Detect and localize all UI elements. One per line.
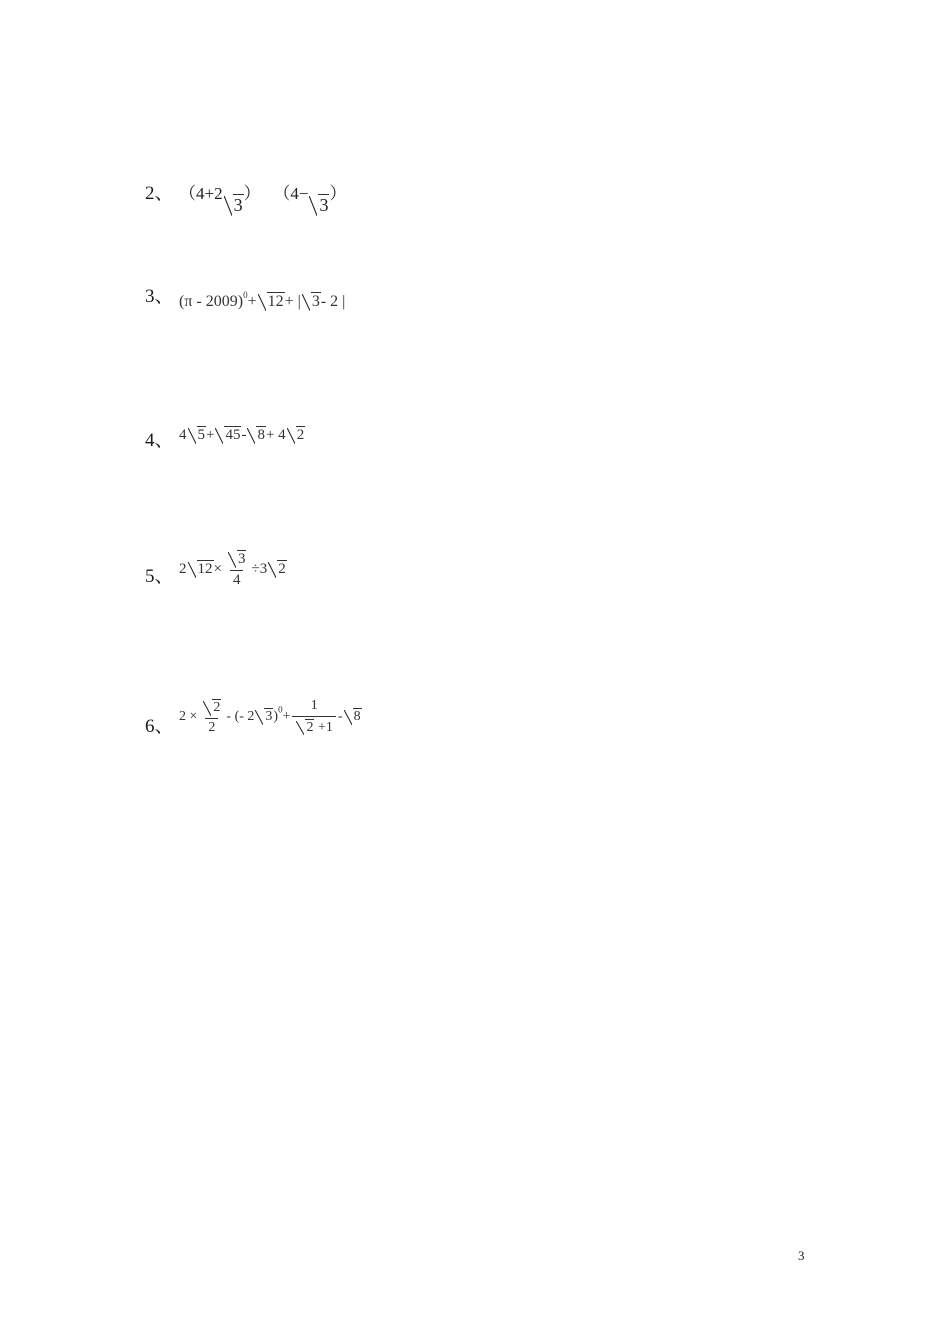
radical: 2 xyxy=(287,426,306,444)
problem-number: 6、 xyxy=(145,716,174,737)
radical: 3 xyxy=(224,194,244,216)
problem-number: 5、 xyxy=(145,566,174,587)
radical: 8 xyxy=(344,708,362,725)
problem-3-expression: (π - 2009)$^0$+12+ |3- 2 | xyxy=(179,290,346,310)
problem-2-expression: （4+23） （4−3） xyxy=(179,184,347,215)
radical: 3 xyxy=(302,292,321,311)
fraction: $\frac{2}{2}$ xyxy=(199,699,224,735)
radical: 2 xyxy=(203,699,221,716)
radical: 3 xyxy=(228,550,247,568)
problem-number: 3、 xyxy=(145,286,174,307)
fraction: $\frac{3}{4}$ xyxy=(224,550,250,589)
radical: 12 xyxy=(188,560,214,578)
problem-number: 2、 xyxy=(145,183,174,204)
problem-6-expression: 2 × $\frac{2}{2}$ - (- 2 3)$^0$+ $\frac{1}{2 +1}$ -8 xyxy=(179,698,361,735)
radical: 3 xyxy=(255,708,273,725)
radical: 12 xyxy=(258,292,285,311)
fraction: $\frac{1}{2 +1}$ xyxy=(292,699,335,735)
radical: 2 xyxy=(296,719,314,736)
problem-4-expression: 4 5+45-8+ 4 2 xyxy=(179,427,305,443)
problem-number: 4、 xyxy=(145,430,174,451)
problem-5-expression: 2 12× $\frac{3}{4}$ ÷3 2 xyxy=(179,551,286,588)
radical: 45 xyxy=(215,426,241,444)
radical: 5 xyxy=(188,426,207,444)
page-number: 3 xyxy=(798,1248,805,1263)
radical: 3 xyxy=(309,194,329,216)
radical: 8 xyxy=(247,426,266,444)
radical: 2 xyxy=(268,560,287,578)
